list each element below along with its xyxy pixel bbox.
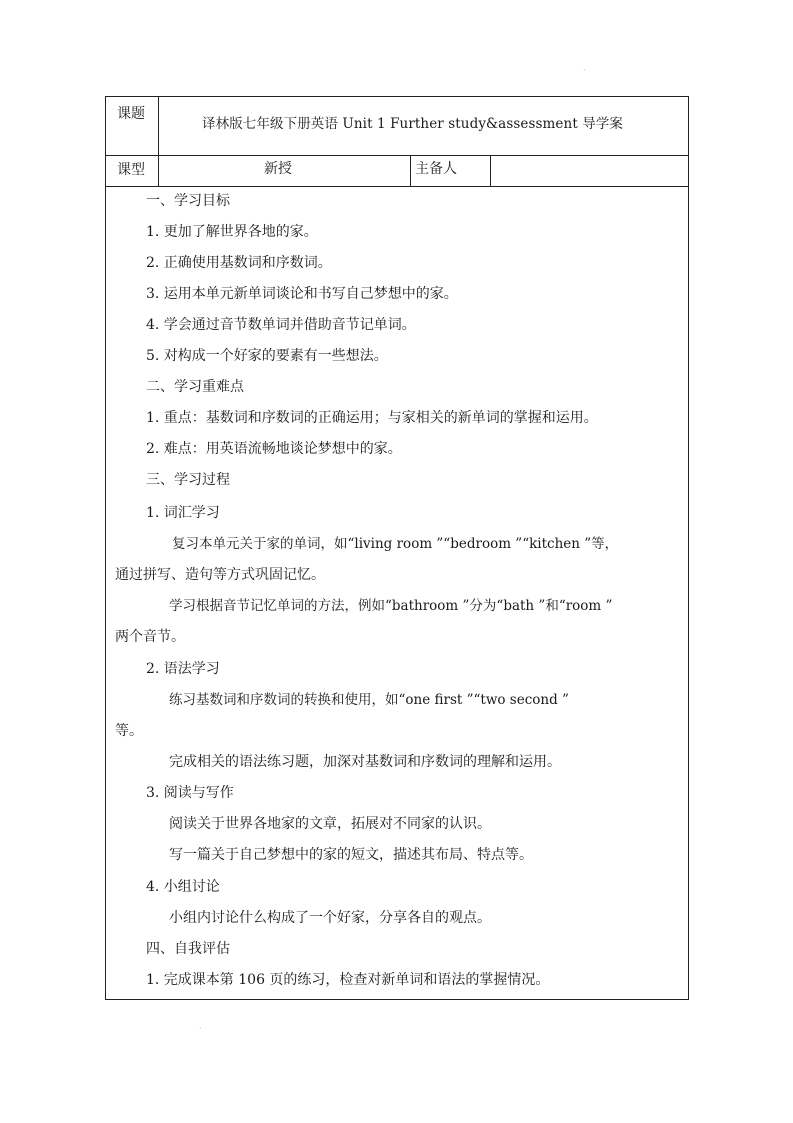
lesson-plan-table [105, 96, 689, 1000]
objective-item: 4. 学会通过音节数单词并借助音节记单词。 [146, 317, 416, 333]
key-point-item: 2. 难点：用英语流畅地谈论梦想中的家。 [146, 441, 402, 457]
section-heading-self-assessment: 四、自我评估 [146, 941, 230, 957]
objective-item: 2. 正确使用基数词和序数词。 [146, 255, 332, 271]
key-point-item: 1. 重点：基数词和序数词的正确运用；与家相关的新单词的掌握和运用。 [146, 410, 598, 426]
lead-label: 主备人 [415, 161, 457, 177]
section-heading-key-points: 二、学习重难点 [146, 379, 244, 395]
row2-divider-2 [410, 155, 411, 186]
subheading-grammar: 2. 语法学习 [146, 661, 220, 677]
subheading-reading-writing: 3. 阅读与写作 [146, 785, 234, 801]
grammar-paragraph-2: 完成相关的语法练习题，加深对基数词和序数词的理解和运用。 [169, 754, 561, 770]
subheading-group-discussion: 4. 小组讨论 [146, 879, 220, 895]
objective-item: 1. 更加了解世界各地的家。 [146, 224, 318, 240]
group-paragraph-1: 小组内讨论什么构成了一个好家，分享各自的观点。 [169, 910, 491, 926]
type-label: 课型 [117, 162, 145, 178]
table-row-topic [106, 97, 688, 156]
vocab-paragraph-1-line-2: 通过拼写、造句等方式巩固记忆。 [115, 567, 325, 583]
section-heading-process: 三、学习过程 [146, 472, 230, 488]
corner-mark-top: · [583, 66, 586, 75]
vocab-paragraph-1-line-1: 复习本单元关于家的单词，如“living room ”“bedroom ”“kitchen ”等， [172, 536, 619, 552]
section-heading-objectives: 一、学习目标 [146, 193, 230, 209]
type-value: 新授 [264, 161, 292, 177]
table-row-type [106, 155, 688, 187]
row2-divider-1 [158, 155, 159, 186]
reading-paragraph-2: 写一篇关于自己梦想中的家的短文，描述其布局、特点等。 [169, 847, 533, 863]
topic-label: 课题 [117, 106, 145, 122]
reading-paragraph-1: 阅读关于世界各地家的文章，拓展对不同家的认识。 [169, 816, 491, 832]
grammar-paragraph-1-line-2: 等。 [115, 723, 143, 739]
corner-mark-bottom: · [199, 1024, 202, 1033]
objective-item: 3. 运用本单元新单词谈论和书写自己梦想中的家。 [146, 286, 458, 302]
subheading-vocabulary: 1. 词汇学习 [146, 505, 220, 521]
vocab-paragraph-2-line-1: 学习根据音节记忆单词的方法，例如“bathroom ”分为“bath ”和“room ” [169, 598, 613, 614]
row2-divider-3 [490, 155, 491, 186]
self-assessment-item: 1. 完成课本第 106 页的练习，检查对新单词和语法的掌握情况。 [146, 972, 550, 988]
lesson-title: 译林版七年级下册英语 Unit 1 Further study&assessment 导学案 [202, 116, 624, 132]
row1-divider [158, 97, 159, 155]
vocab-paragraph-2-line-2: 两个音节。 [115, 629, 185, 645]
objective-item: 5. 对构成一个好家的要素有一些想法。 [146, 348, 388, 364]
grammar-paragraph-1-line-1: 练习基数词和序数词的转换和使用，如“one first ”“two second ” [169, 692, 569, 708]
